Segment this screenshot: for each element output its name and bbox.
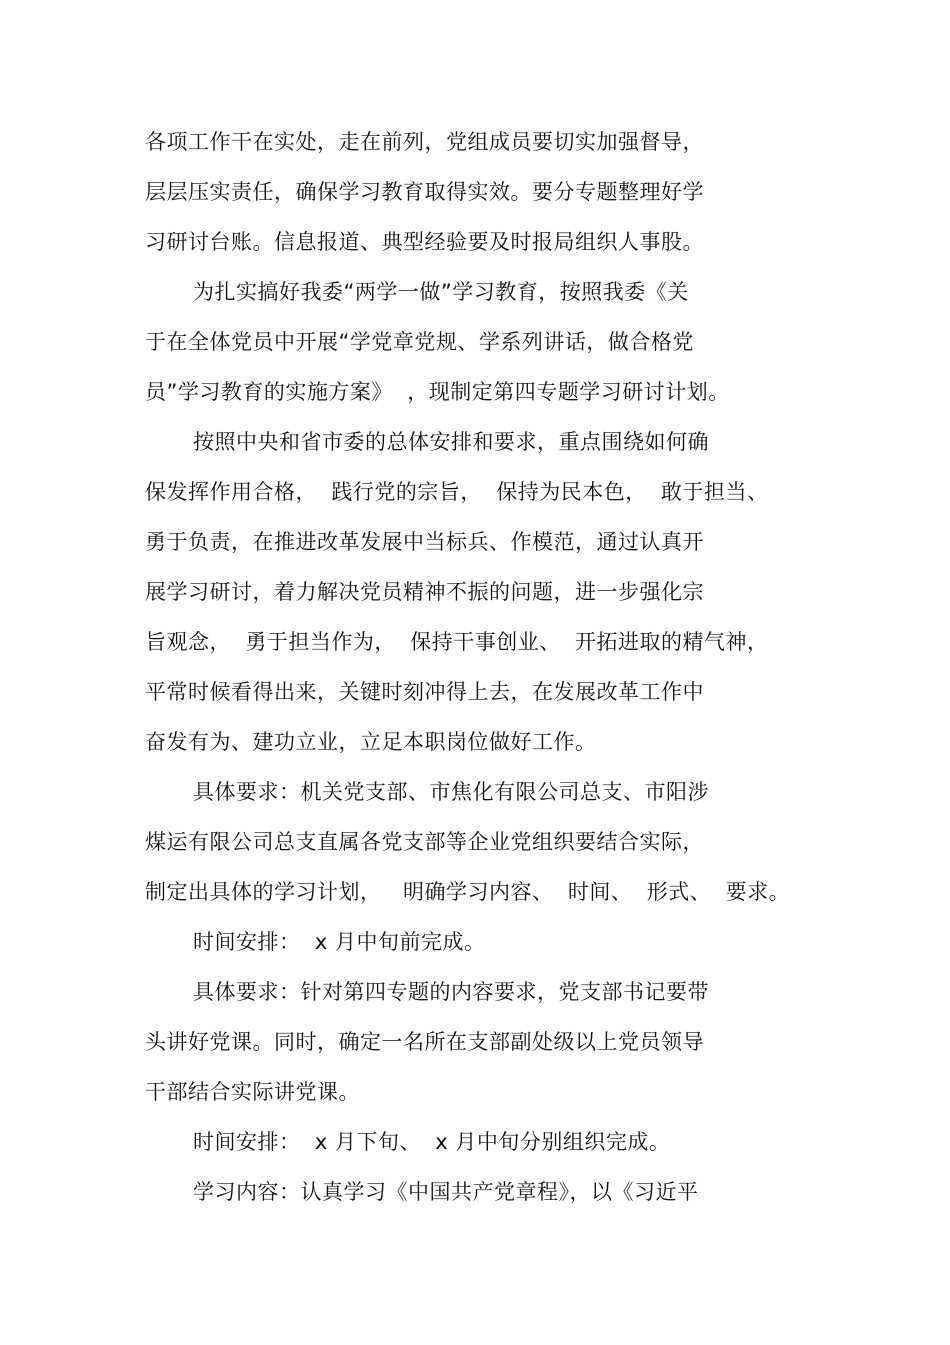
paragraph-line: 具体要求：针对第四专题的内容要求，党支部书记要带 (193, 980, 709, 1004)
paragraph-line: 学习内容：认真学习《中国共产党章程》，以《习近平 (193, 1180, 699, 1204)
paragraph-line: 层层压实责任，确保学习教育取得实效。要分专题整理好学 (145, 180, 704, 204)
paragraph-line: 旨观念， 勇于担当作为， 保持干事创业、 开拓进取的精气神， (145, 630, 769, 654)
paragraph-line: 保发挥作用合格， 践行党的宗旨， 保持为民本色， 敢于担当、 (145, 480, 769, 504)
paragraph-line: 勇于负责，在推进改革发展中当标兵、作模范，通过认真开 (145, 530, 704, 554)
paragraph-line: 平常时候看得出来，关键时刻冲得上去，在发展改革工作中 (145, 680, 704, 704)
paragraph-line: 具体要求：机关党支部、市焦化有限公司总支、市阳涉 (193, 780, 709, 804)
paragraph-line: 于在全体党员中开展“学党章党规、学系列讲话，做合格党 (145, 330, 694, 354)
paragraph-line: 展学习研讨，着力解决党员精神不振的问题，进一步强化宗 (145, 580, 704, 604)
paragraph-line: 头讲好党课。同时，确定一名所在支部副处级以上党员领导 (145, 1030, 704, 1054)
paragraph-line: 员”学习教育的实施方案》 ，现制定第四专题学习研讨计划。 (145, 380, 730, 404)
paragraph-line: 干部结合实际讲党课。 (145, 1080, 360, 1104)
paragraph-line: 制定出具体的学习计划， 明确学习内容、 时间、 形式、 要求。 (145, 880, 791, 904)
paragraph-line: 时间安排： x 月中旬前完成。 (193, 930, 486, 954)
paragraph-line: 按照中央和省市委的总体安排和要求，重点围绕如何确 (193, 430, 709, 454)
paragraph-line: 奋发有为、建功立业，立足本职岗位做好工作。 (145, 730, 597, 754)
paragraph-line: 为扎实搞好我委“两学一做”学习教育，按照我委《关 (193, 280, 689, 304)
paragraph-line: 时间安排： x 月下旬、 x 月中旬分别组织完成。 (193, 1130, 671, 1154)
paragraph-line: 煤运有限公司总支直属各党支部等企业党组织要结合实际， (145, 830, 704, 854)
paragraph-line: 习研讨台账。信息报道、典型经验要及时报局组织人事股。 (145, 230, 704, 254)
paragraph-line: 各项工作干在实处，走在前列，党组成员要切实加强督导， (145, 130, 704, 154)
